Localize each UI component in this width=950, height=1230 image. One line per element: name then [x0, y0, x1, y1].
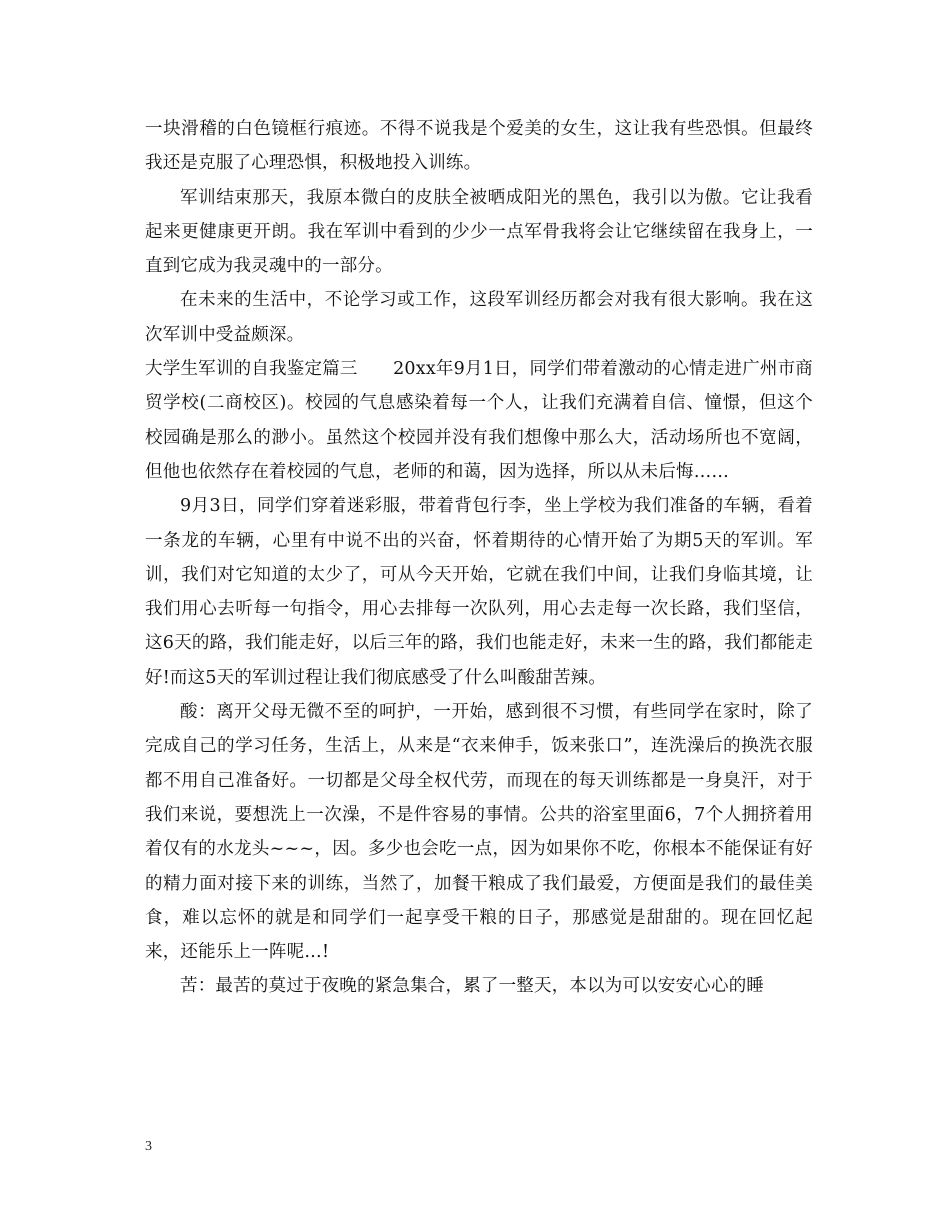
page-number: 3 — [145, 1139, 152, 1154]
paragraph-1: 一块滑稽的白色镜框行痕迹。不得不说我是个爱美的女生，这让我有些恐惧。但最终我还是克服了心理恐惧，积极地投入训练。 — [145, 119, 813, 174]
paragraph-2: 军训结束那天，我原本微白的皮肤全被晒成阳光的黑色，我引以为傲。它让我看起来更健康更开朗。我在军训中看到的少少一点军骨我将会让它继续留在我身上，一直到它成为我灵魂中的一部分。 — [145, 187, 813, 277]
paragraph-3: 在未来的生活中，不论学习或工作，这段军训经历都会对我有很大影响。我在这次军训中受益颇深。 — [145, 290, 813, 345]
paragraph-4: 大学生军训的自我鉴定篇三 20xx年9月1日，同学们带着激动的心情走进广州市商贸学校(二商校区)。校园的气息感染着每一个人，让我们充满着自信、憧憬，但这个校园确是那么的渺小。虽然这个校园并没有我们想像中那么大，活动场所也不宽阔，但他也依然存在着校园的气息，老师的和蔼，因为选择，所以从未后悔…… — [145, 359, 813, 482]
paragraph-5: 9月3日，同学们穿着迷彩服，带着背包行李，坐上学校为我们准备的车辆，看着一条龙的车辆，心里有中说不出的兴奋，怀着期待的心情开始了为期5天的军训。军训，我们对它知道的太少了，可从今天开始，它就在我们中间，让我们身临其境，让我们用心去听每一句指令，用心去排每一次队列，用心去走每一次长路，我们坚信，这6天的路，我们能走好，以后三年的路，我们也能走好，未来一生的路，我们都能走好!而这5天的军训过程让我们彻底感受了什么叫酸甜苦辣。 — [145, 496, 813, 688]
document-body — [145, 112, 813, 1004]
paragraph-6: 酸：离开父母无微不至的呵护，一开始，感到很不习惯，有些同学在家时，除了完成自己的学习任务，生活上，从来是“衣来伸手，饭来张口”，连洗澡后的换洗衣服都不用自己准备好。一切都是父母全权代劳，而现在的每天训练都是一身臭汗，对于我们来说，要想洗上一次澡，不是件容易的事情。公共的浴室里面6，7个人拥挤着用着仅有的水龙头~~~，因。多少也会吃一点，因为如果你不吃，你根本不能保证有好的精力面对接下来的训练，当然了，加餐干粮成了我们最爱，方便面是我们的最佳美食，难以忘怀的就是和同学们一起享受干粮的日子，那感觉是甜甜的。现在回忆起来，还能乐上一阵呢…! — [145, 702, 813, 963]
paragraph-7: 苦：最苦的莫过于夜晚的紧急集合，累了一整天，本以为可以安安心心的睡 — [180, 976, 765, 997]
